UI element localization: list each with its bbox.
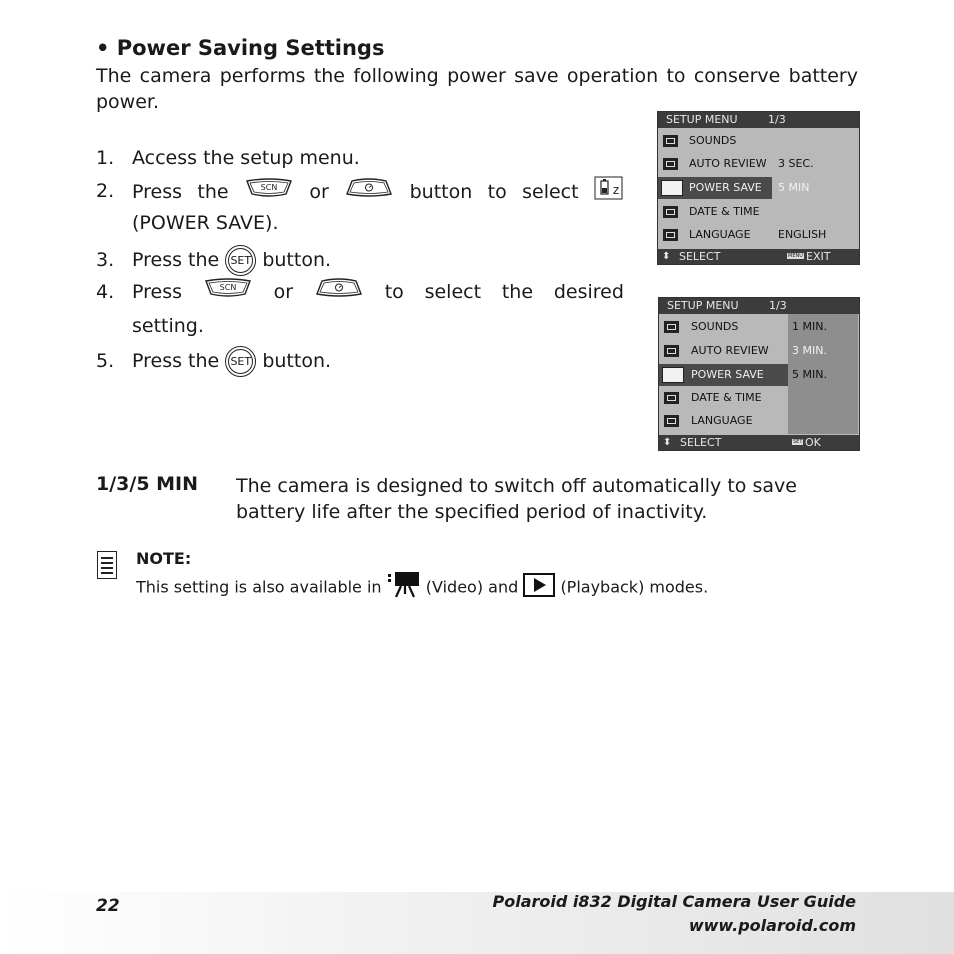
scn-button-icon xyxy=(244,177,294,206)
power-save-icon xyxy=(594,176,624,207)
step-1 xyxy=(96,145,360,171)
step-word: or xyxy=(273,280,294,303)
setup-menu-screenshot-2 xyxy=(658,297,860,451)
menu-item-label: POWER SAVE xyxy=(689,181,762,194)
step-text: Press the xyxy=(132,249,220,271)
calendar-icon xyxy=(663,206,678,218)
menu-item-label: POWER SAVE xyxy=(691,368,764,381)
set-button-icon: SET xyxy=(225,346,256,377)
step-word: Press xyxy=(132,180,183,203)
website-link[interactable]: www.polaroid.com xyxy=(688,916,856,935)
step-4-number-wrap xyxy=(96,279,132,305)
playback-icon xyxy=(523,573,555,603)
intro-paragraph: The camera performs the following power save operation to conserve battery power. xyxy=(96,65,858,113)
menu-item-sounds xyxy=(658,130,859,152)
step-word: to xyxy=(384,280,404,303)
footer-exit-label: EXIT xyxy=(806,250,831,263)
page-number: 22 xyxy=(96,896,120,916)
note-icon xyxy=(97,551,117,579)
menu-item-label: AUTO REVIEW xyxy=(689,157,767,170)
menu-header xyxy=(658,112,859,128)
step-2-continuation: (POWER SAVE). xyxy=(132,212,279,234)
menu-item-label: DATE & TIME xyxy=(689,205,760,218)
menu-item-language xyxy=(659,410,859,432)
svg-text:SCN: SCN xyxy=(219,283,237,292)
menu-item-label: AUTO REVIEW xyxy=(691,344,769,357)
menu-item-label: SOUNDS xyxy=(691,320,739,333)
menu-item-value: 5 MIN xyxy=(778,181,810,194)
option-1-min: 1 MIN. xyxy=(792,320,827,333)
step-word: to xyxy=(487,180,507,203)
speaker-icon xyxy=(664,321,679,333)
step-number: 1. xyxy=(96,147,115,169)
footer-select-label: SELECT xyxy=(679,250,721,263)
step-text: button. xyxy=(262,350,332,372)
language-icon xyxy=(664,415,679,427)
step-3 xyxy=(96,245,331,276)
footer-guide xyxy=(492,890,856,938)
definition-text xyxy=(236,473,797,525)
note-heading: NOTE: xyxy=(136,549,192,568)
menu-item-value: ENGLISH xyxy=(778,228,827,241)
note-text-part: This setting is also available in xyxy=(136,577,382,597)
calendar-icon xyxy=(664,392,679,404)
definition-term: 1/3/5 MIN xyxy=(96,473,199,495)
footer-select-label: SELECT xyxy=(680,436,722,449)
menu-item-auto-review xyxy=(659,340,859,362)
set-key-icon: SET xyxy=(793,439,803,445)
footer-ok-label: OK xyxy=(805,436,821,449)
step-word: select xyxy=(424,280,482,303)
menu-item-value: 3 SEC. xyxy=(778,157,814,170)
menu-header-title: SETUP MENU xyxy=(667,299,739,312)
menu-header-page: 1/3 xyxy=(768,113,786,126)
menu-item-power-save xyxy=(658,177,859,199)
step-2 xyxy=(132,176,624,207)
power-save-icon xyxy=(661,180,683,196)
menu-item-label: LANGUAGE xyxy=(689,228,751,241)
step-2-number-wrap xyxy=(96,178,132,204)
step-word: or xyxy=(309,180,329,203)
step-word: button xyxy=(409,180,473,203)
menu-item-label: SOUNDS xyxy=(689,134,737,147)
menu-item-language xyxy=(658,224,859,246)
menu-header-title: SETUP MENU xyxy=(666,113,738,126)
step-5 xyxy=(96,346,331,377)
step-4-continuation: setting. xyxy=(132,315,204,337)
step-number: 5. xyxy=(96,350,115,372)
section-title: • Power Saving Settings xyxy=(96,36,385,60)
self-timer-button-icon xyxy=(314,277,364,306)
self-timer-button-icon xyxy=(344,177,394,206)
up-down-arrow-icon: ⬍ xyxy=(663,437,672,448)
option-3-min: 3 MIN. xyxy=(792,344,827,357)
svg-text:z: z xyxy=(612,183,620,197)
menu-item-auto-review xyxy=(658,153,859,175)
language-icon xyxy=(663,229,678,241)
step-number: 4. xyxy=(96,281,115,303)
option-5-min: 5 MIN. xyxy=(792,368,827,381)
note-text-part: (Video) and xyxy=(425,577,519,597)
speaker-icon xyxy=(663,135,678,147)
menu-footer xyxy=(658,249,859,264)
menu-item-label: DATE & TIME xyxy=(691,391,762,404)
step-word: Press xyxy=(132,280,183,303)
menu-item-date-time xyxy=(659,387,859,409)
scn-button-icon xyxy=(203,277,253,306)
menu-item-label: LANGUAGE xyxy=(691,414,753,427)
review-icon xyxy=(664,345,679,357)
step-number: 2. xyxy=(96,180,115,202)
step-number: 3. xyxy=(96,249,115,271)
step-word: the xyxy=(197,180,229,203)
definition-line: battery life after the specified period of inactivity. xyxy=(236,501,708,523)
step-text: Access the setup menu. xyxy=(132,147,360,169)
step-word: desired xyxy=(553,280,624,303)
review-icon xyxy=(663,158,678,170)
setup-menu-screenshot-1 xyxy=(657,111,860,265)
menu-item-date-time xyxy=(658,201,859,223)
step-word: select xyxy=(522,180,579,203)
step-word: the xyxy=(501,280,534,303)
guide-title: Polaroid i832 Digital Camera User Guide xyxy=(492,892,856,911)
step-text: Press the xyxy=(132,350,220,372)
up-down-arrow-icon: ⬍ xyxy=(662,251,671,262)
menu-item-sounds xyxy=(659,316,859,338)
step-4 xyxy=(132,277,624,306)
video-camera-icon xyxy=(387,570,421,606)
menu-key-icon: MENU xyxy=(788,253,803,259)
set-button-icon: SET xyxy=(225,245,256,276)
step-text: button. xyxy=(262,249,332,271)
definition-line: The camera is designed to switch off automatically to save xyxy=(236,475,797,497)
note-text xyxy=(136,570,708,606)
menu-item-power-save xyxy=(659,364,859,386)
menu-footer xyxy=(659,435,859,450)
svg-text:SCN: SCN xyxy=(260,183,278,192)
menu-header-page: 1/3 xyxy=(769,299,787,312)
menu-header xyxy=(659,298,859,314)
note-text-part: (Playback) modes. xyxy=(560,577,709,597)
power-save-icon xyxy=(662,367,684,383)
